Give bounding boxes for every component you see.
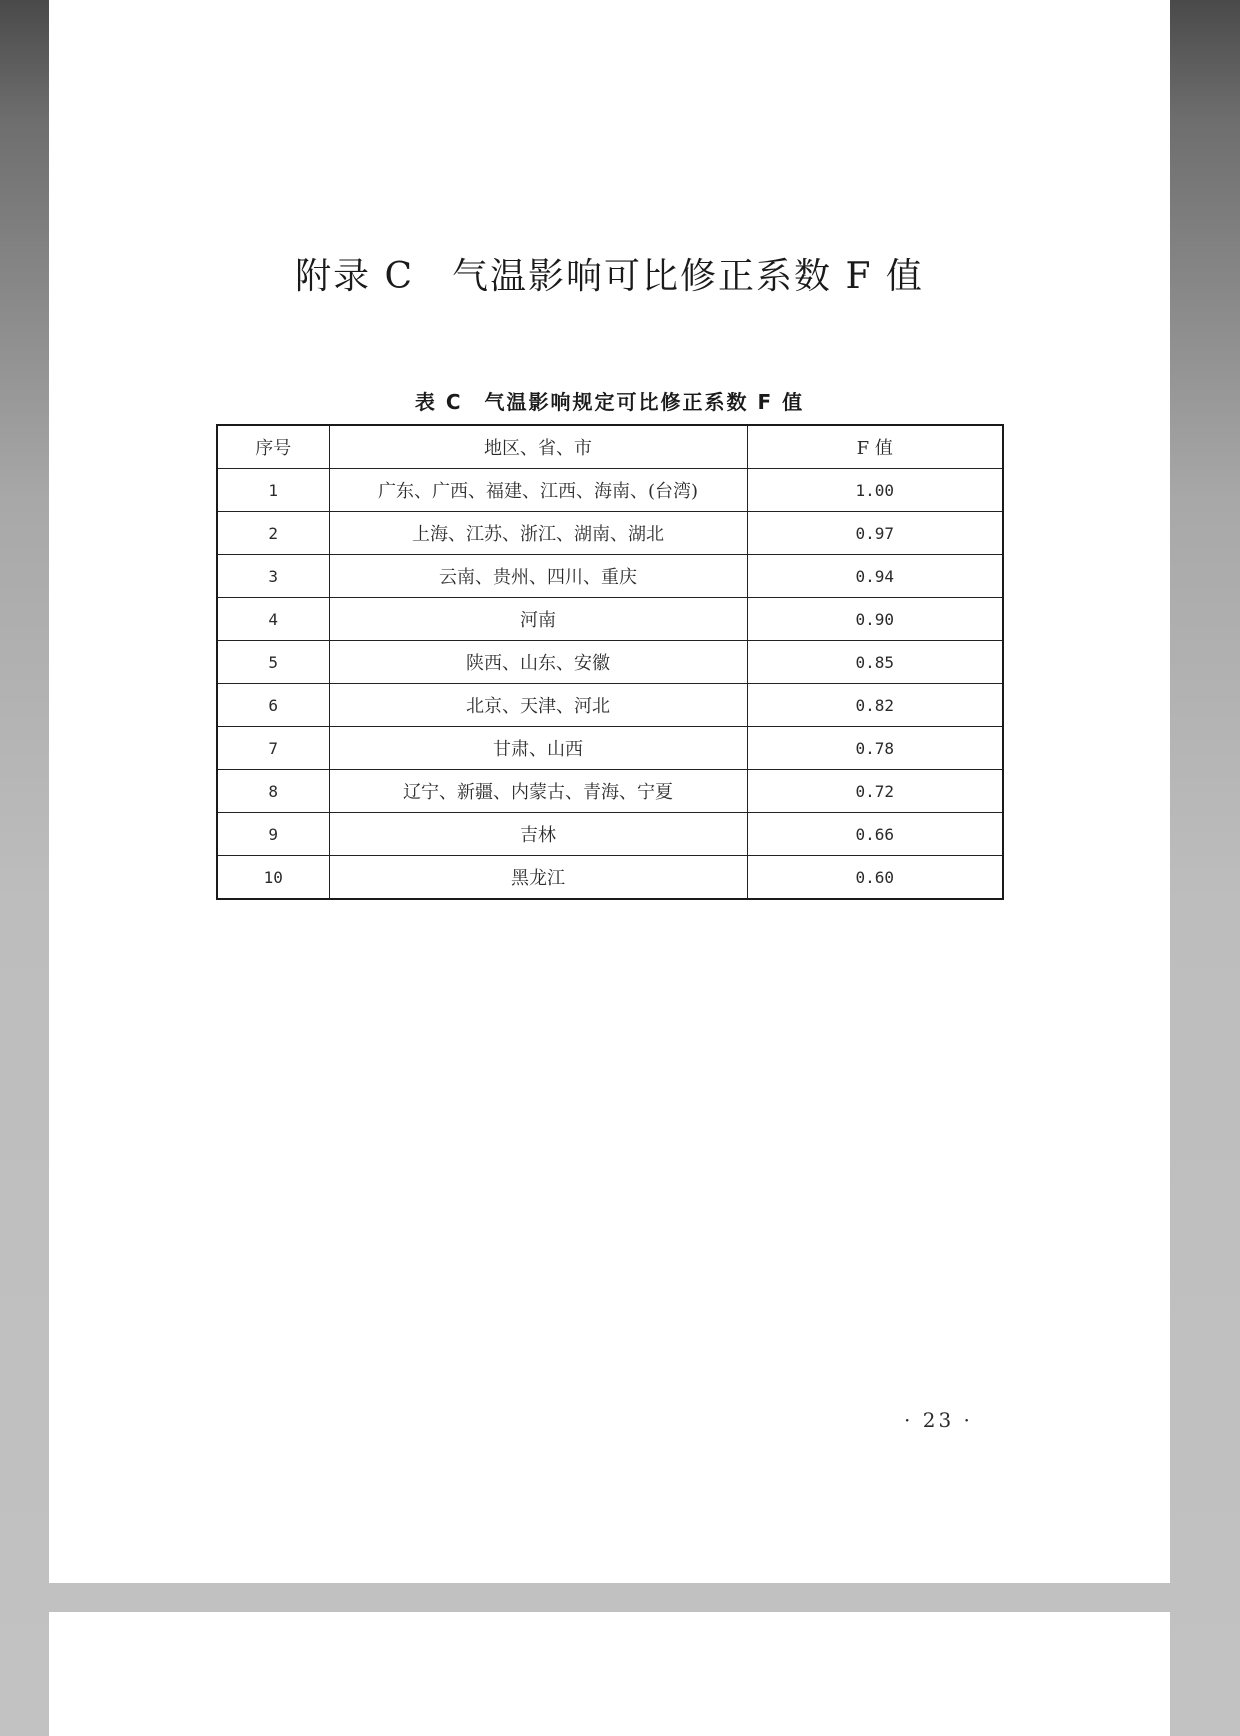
table-row [217, 813, 1003, 856]
row-index: 1 [217, 469, 329, 512]
table-row [217, 856, 1003, 900]
table-body [217, 469, 1003, 900]
table-row [217, 770, 1003, 813]
table-row [217, 727, 1003, 770]
row-f-value: 1.00 [747, 469, 1003, 512]
row-f-value: 0.97 [747, 512, 1003, 555]
row-index: 9 [217, 813, 329, 856]
row-f-value: 0.60 [747, 856, 1003, 900]
row-f-value: 0.90 [747, 598, 1003, 641]
table-row [217, 641, 1003, 684]
row-index: 3 [217, 555, 329, 598]
table-row [217, 512, 1003, 555]
row-f-value: 0.78 [747, 727, 1003, 770]
header-region: 地区、省、市 [329, 425, 747, 469]
row-region: 云南、贵州、四川、重庆 [329, 555, 747, 598]
row-region: 北京、天津、河北 [329, 684, 747, 727]
row-index: 8 [217, 770, 329, 813]
row-region: 上海、江苏、浙江、湖南、湖北 [329, 512, 747, 555]
table-row [217, 598, 1003, 641]
row-f-value: 0.72 [747, 770, 1003, 813]
row-index: 10 [217, 856, 329, 900]
table-container [216, 424, 1002, 900]
row-region: 辽宁、新疆、内蒙古、青海、宁夏 [329, 770, 747, 813]
row-f-value: 0.82 [747, 684, 1003, 727]
header-f-value: F 值 [747, 425, 1003, 469]
page-number: · 23 · [904, 1408, 973, 1432]
table-caption: 表 C 气温影响规定可比修正系数 F 值 [414, 390, 805, 414]
document-page [49, 0, 1170, 1583]
next-page-top [49, 1612, 1170, 1736]
row-f-value: 0.94 [747, 555, 1003, 598]
row-region: 广东、广西、福建、江西、海南、(台湾) [329, 469, 747, 512]
row-region: 黑龙江 [329, 856, 747, 900]
table-row [217, 684, 1003, 727]
row-index: 7 [217, 727, 329, 770]
row-index: 5 [217, 641, 329, 684]
row-region: 河南 [329, 598, 747, 641]
row-region: 吉林 [329, 813, 747, 856]
table-row [217, 555, 1003, 598]
header-index: 序号 [217, 425, 329, 469]
table-header-row [217, 425, 1003, 469]
row-index: 6 [217, 684, 329, 727]
row-index: 2 [217, 512, 329, 555]
row-index: 4 [217, 598, 329, 641]
row-f-value: 0.66 [747, 813, 1003, 856]
row-region: 甘肃、山西 [329, 727, 747, 770]
row-f-value: 0.85 [747, 641, 1003, 684]
appendix-title: 附录 C 气温影响可比修正系数 F 值 [295, 256, 924, 297]
table-row [217, 469, 1003, 512]
f-value-table [216, 424, 1004, 900]
row-region: 陕西、山东、安徽 [329, 641, 747, 684]
